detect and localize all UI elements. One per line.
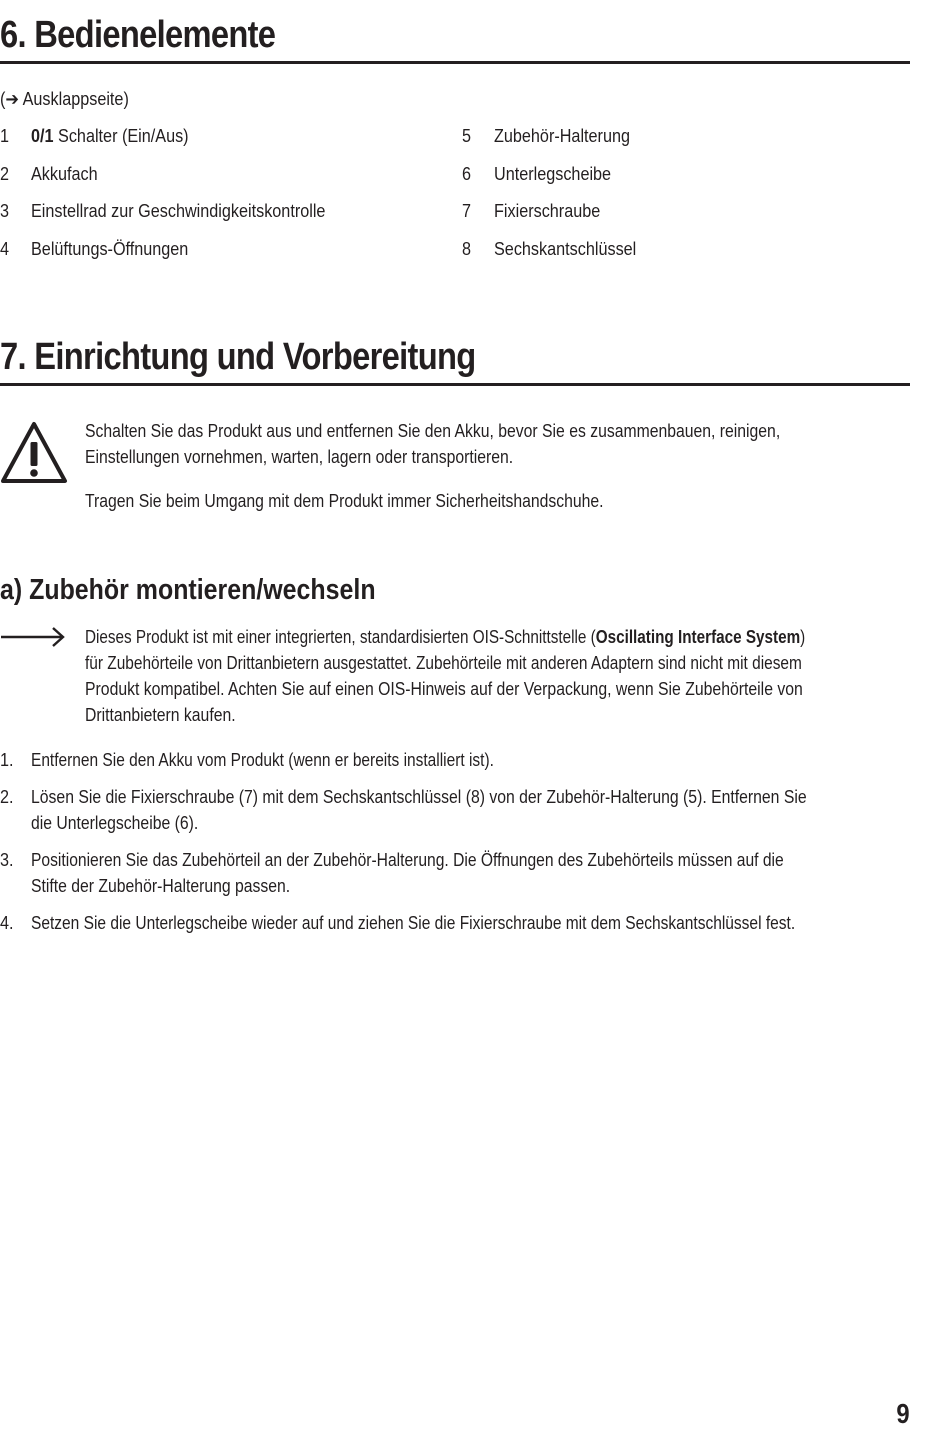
step-4-line-1: Setzen Sie die Unterlegscheibe wieder auf und ziehen Sie die Fixierschraube mit dem Sechskantschlüssel fest. xyxy=(31,913,796,933)
list-item-7-label: Fixierschraube xyxy=(494,201,601,221)
list-item-2-label: Akkufach xyxy=(31,164,98,184)
section-6-title: 6. Bedienelemente xyxy=(0,14,276,56)
section-7-rule xyxy=(0,383,910,386)
list-item-3-label: Einstellrad zur Geschwindigkeitskontrolle xyxy=(31,201,326,221)
list-item-6-label: Unterlegscheibe xyxy=(494,164,612,184)
arrow-right-icon xyxy=(0,626,66,653)
step-2-line-2: die Unterlegscheibe (6). xyxy=(31,813,199,833)
warning-line-1: Schalten Sie das Produkt aus und entfernen Sie den Akku, bevor Sie es zusammenbauen, reinigen, xyxy=(85,421,781,441)
list-item-5-num: 5 xyxy=(462,126,472,146)
subsection-a-title: a) Zubehör montieren/wechseln xyxy=(0,574,376,606)
info-line-1-pre: Dieses Produkt ist mit einer integrierten, standardisierten OIS-Schnittstelle ( xyxy=(85,627,596,647)
list-item-4-label: Belüftungs-Öffnungen xyxy=(31,239,189,259)
list-item-1 xyxy=(31,123,189,149)
list-item-8-label: Sechskantschlüssel xyxy=(494,239,637,259)
list-item-5-label: Zubehör-Halterung xyxy=(494,126,630,146)
info-line-1-post: ) xyxy=(800,627,806,647)
info-line-2: für Zubehörteile von Drittanbietern ausgestattet. Zubehörteile mit anderen Adaptern sind nicht mit diesem xyxy=(85,653,802,673)
step-2-line-1: Lösen Sie die Fixierschraube (7) mit dem Sechskantschlüssel (8) von der Zubehör-Halterung (5). Entfernen Sie xyxy=(31,787,807,807)
info-line-1-bold: Oscillating Interface System xyxy=(595,627,801,647)
list-item-1-num: 1 xyxy=(0,126,10,146)
step-3-num: 3. xyxy=(0,850,14,870)
list-item-1-label: Schalter (Ein/Aus) xyxy=(53,126,189,146)
gloves-note: Tragen Sie beim Umgang mit dem Produkt immer Sicherheitshandschuhe. xyxy=(85,491,604,511)
list-item-2-num: 2 xyxy=(0,164,10,184)
list-item-7-num: 7 xyxy=(462,201,472,221)
step-4-num: 4. xyxy=(0,913,14,933)
step-2-num: 2. xyxy=(0,787,14,807)
info-line-4: Drittanbietern kaufen. xyxy=(85,705,236,725)
section-7-title: 7. Einrichtung und Vorbereitung xyxy=(0,336,476,378)
step-3-line-1: Positionieren Sie das Zubehörteil an der Zubehör-Halterung. Die Öffnungen des Zubehörteils müssen auf die xyxy=(31,850,784,870)
step-1-line-1: Entfernen Sie den Akku vom Produkt (wenn er bereits installiert ist). xyxy=(31,750,494,770)
step-3-line-2: Stifte der Zubehör-Halterung passen. xyxy=(31,876,291,896)
section-6-rule xyxy=(0,61,910,64)
list-item-6-num: 6 xyxy=(462,164,472,184)
warning-triangle-icon xyxy=(0,420,68,491)
info-line-1 xyxy=(85,624,805,650)
page-number: 9 xyxy=(896,1398,910,1429)
list-item-8-num: 8 xyxy=(462,239,472,259)
warning-line-2: Einstellungen vornehmen, warten, lagern oder transportieren. xyxy=(85,447,514,467)
info-line-3: Produkt kompatibel. Achten Sie auf einen OIS-Hinweis auf der Verpackung, wenn Sie Zubehörteile von xyxy=(85,679,803,699)
list-item-3-num: 3 xyxy=(0,201,10,221)
fold-out-reference: (➔ Ausklappseite) xyxy=(0,89,129,109)
step-1-num: 1. xyxy=(0,750,14,770)
list-item-1-bold: 0/1 xyxy=(31,126,54,146)
list-item-4-num: 4 xyxy=(0,239,10,259)
